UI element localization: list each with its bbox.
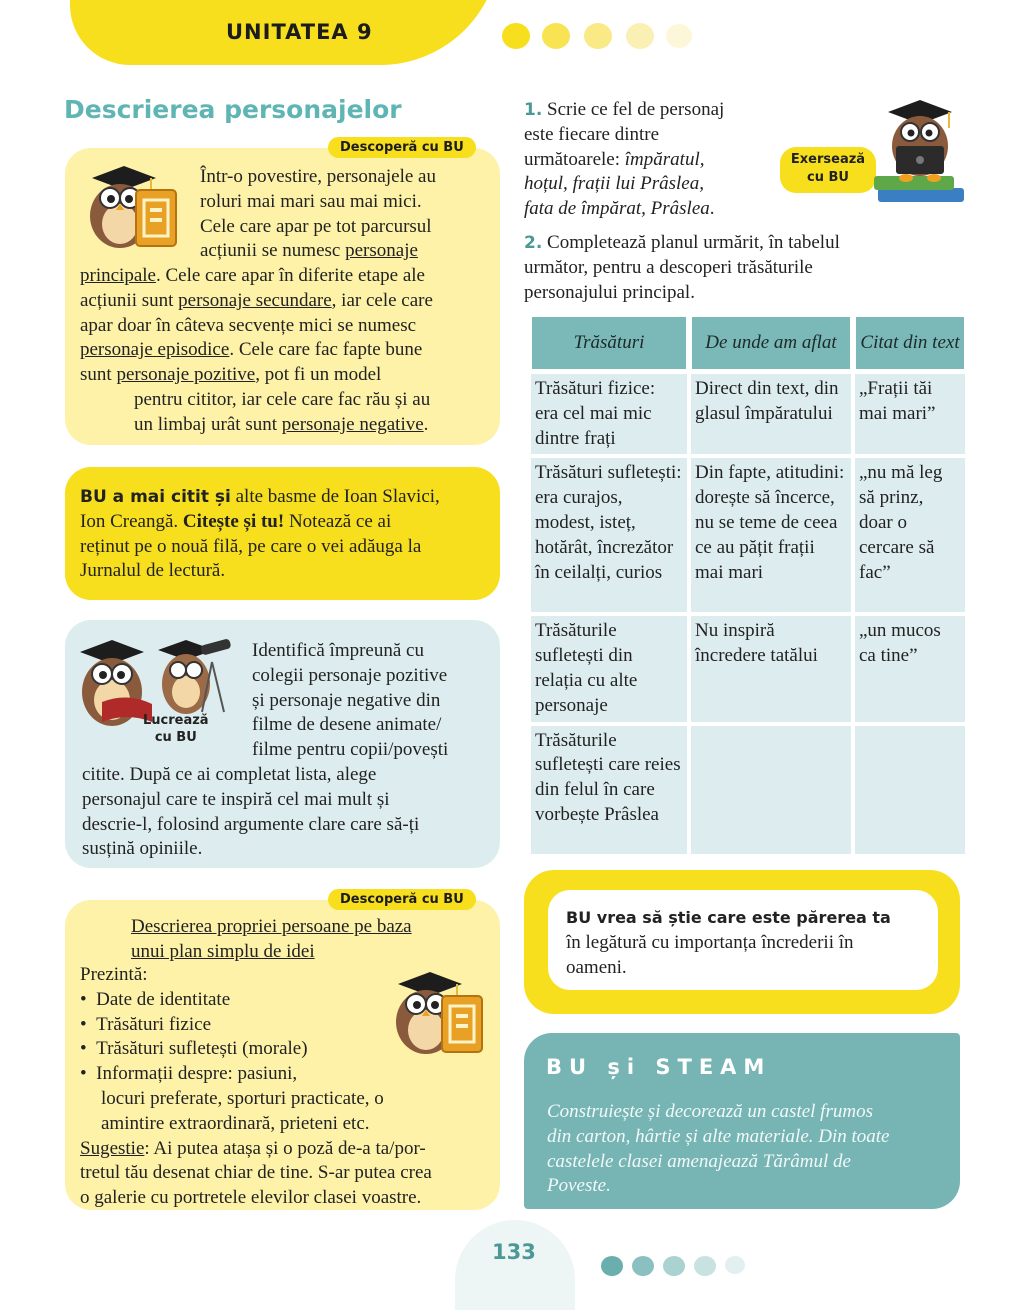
table-cell: Din fapte, atitudini: dorește să încerce, nu se teme de ceea ce au pățit frații mai mari [691, 458, 851, 612]
table-header: Citat din text [855, 316, 965, 370]
table-row [531, 726, 965, 854]
table-header-row [531, 316, 965, 370]
section-title: Descrierea personajelor [64, 95, 402, 124]
table-row [531, 374, 965, 454]
table-row [531, 616, 965, 721]
work-text-b: citite. După ce ai completat lista, alege personajul care te inspiră cel mai mult și descrie-l, folosind argumente clare care să-ți susțină opiniile. [82, 764, 420, 860]
steam-title: BU și STEAM [546, 1055, 772, 1079]
table-cell: Nu inspiră încredere tatălui [691, 616, 851, 721]
exercise-2: 2. Completează planul urmărit, în tabelul următor, pentru a descoperi trăsăturile personajului principal. [524, 232, 840, 303]
traits-table [527, 312, 969, 858]
table-cell [855, 726, 965, 854]
table-cell: „un mucos ca tine” [855, 616, 965, 721]
table-cell: Trăsături sufletești: era curajos, modest, isteț, hotărât, încrezător în ceilalți, curios [531, 458, 687, 612]
discover-text-b: principale. Cele care apar în diferite etape ale acțiunii sunt personaje secundare, iar cele care apar doar în câteva secvențe mici se numesc personaje episodice. Cele care fac fapte bune sunt personaje pozitive, pot fi un model [80, 265, 433, 386]
plan-tag: Descoperă cu BU [328, 889, 476, 910]
table-row [531, 458, 965, 612]
work-text-a: Identifică împreună cu colegii personaje pozitive și personaje negative din filme de desene animate/ filme pentru copii/povești [252, 640, 449, 761]
discover-text-c: pentru cititor, iar cele care fac rău și au un limbaj urât sunt personaje negative. [134, 389, 431, 435]
table-cell: „Frații tăi mai mari” [855, 374, 965, 454]
discover-tag: Descoperă cu BU [328, 137, 476, 158]
table-cell: Direct din text, din glasul împăratului [691, 374, 851, 454]
table-header: De unde am aflat [691, 316, 851, 370]
owl-book-icon-2 [384, 966, 488, 1058]
plan-title: Descrierea propriei persoane pe baza unui plan simplu de idei [131, 916, 412, 962]
read-text: BU a mai citit și alte basme de Ioan Slavici, Ion Creangă. Citește și tu! Notează ce ai reținut pe o nouă filă, pe care o vei adăuga la Jurnalul de lectură. [80, 486, 440, 582]
table-cell: „nu mă leg să prinz, doar o cercare să fac” [855, 458, 965, 612]
table-cell: Trăsăturile sufletești din relația cu alte personaje [531, 616, 687, 721]
discover-text-a: Într-o povestire, personajele au roluri mai mari sau mai mici. Cele care apar pe tot parcursul acțiunii se numesc personaje [200, 166, 436, 262]
steam-text: Construiește și decorează un castel frumos din carton, hârtie și alte materiale. Din toate castelele clasei amenajează Tărâmul de Poveste. [547, 1101, 890, 1197]
owl-laptop-icon [870, 96, 970, 216]
table-cell [691, 726, 851, 854]
footer-blob [455, 1220, 575, 1310]
table-header: Trăsături [531, 316, 687, 370]
plan-list: Prezintă: • Date de identitate • Trăsături fizice • Trăsături sufletești (morale) • Informații despre: pasiuni, locuri preferate, sporturi practicate, o amintire extraordinară, prieteni etc. Sugestie: Ai putea atașa și o poză de-a ta/por- tretul tău desenat chiar de tine. S-ar putea crea o galerie cu portretele elevilor clasei voastre. [80, 964, 432, 1209]
unit-title: UNITATEA 9 [226, 20, 373, 44]
page-number: 133 [492, 1240, 536, 1264]
work-tag: Lucrează cu BU [143, 713, 209, 745]
exercise-1: 1. Scrie ce fel de personaj este fiecare dintre următoarele: împăratul, hoțul, frații lui Prâslea, fata de împărat, Prâslea. [524, 99, 725, 220]
exercise-tag: Exersează cu BU [790, 152, 866, 185]
opinion-text: BU vrea să știe care este părerea ta în legătură cu importanța încrederii în oameni. [566, 908, 891, 978]
owl-book-icon [78, 160, 182, 252]
table-cell: Trăsăturile sufletești care reies din felul în care vorbește Prâslea [531, 726, 687, 854]
table-cell: Trăsături fizice: era cel mai mic dintre frați [531, 374, 687, 454]
